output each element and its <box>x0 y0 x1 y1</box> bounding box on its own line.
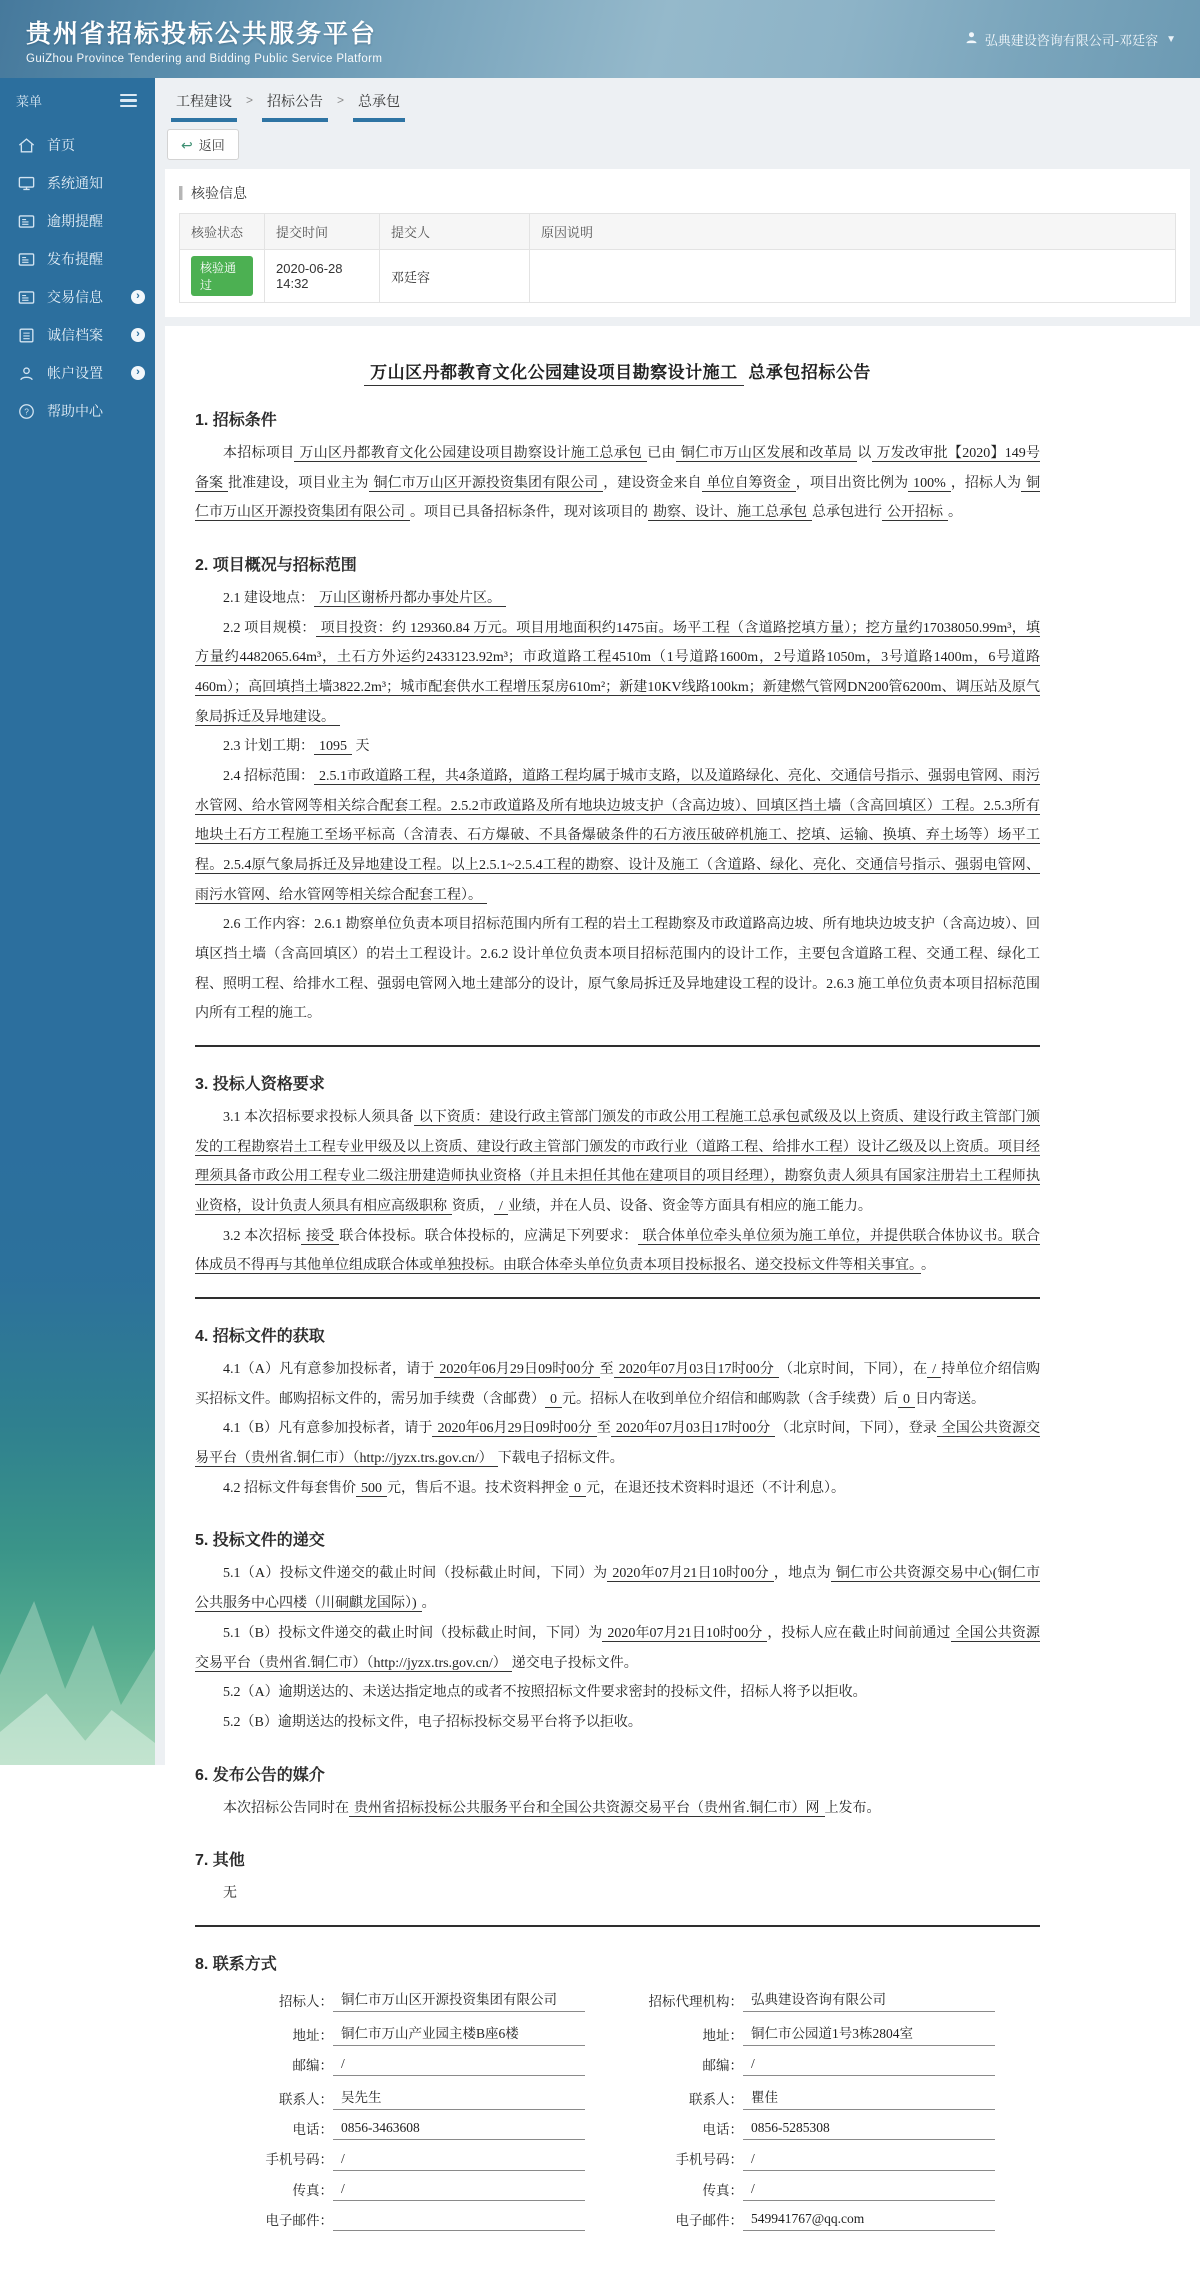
section-heading: 2. 项目概况与招标范围 <box>195 557 357 575</box>
fill-in-value: 2020年07月21日10时00分 <box>602 1626 767 1642</box>
sidebar-mountain-art <box>0 1145 155 1765</box>
doc-text: 日内寄送。 <box>915 1391 985 1407</box>
doc-title-project: 万山区丹都教育文化公园建设项目勘察设计施工 <box>364 363 744 386</box>
user-icon <box>964 30 979 48</box>
contact-row <box>631 2150 995 2170</box>
table-row <box>180 250 1176 303</box>
menu-label: 菜单 <box>16 94 43 109</box>
fill-in-value: / <box>494 1199 508 1215</box>
contact-row <box>221 2211 585 2231</box>
doc-paragraph <box>195 1619 1040 1678</box>
doc-paragraph <box>195 1474 1040 1504</box>
contact-value: 0856-3463608 <box>333 2120 585 2140</box>
section-heading: 4. 招标文件的获取 <box>195 1328 325 1346</box>
sidebar-item-trade-info[interactable] <box>0 278 155 316</box>
fill-in-value: 2020年07月03日17时00分 <box>614 1362 779 1378</box>
card-icon <box>17 250 36 269</box>
chevron-right-icon: › <box>131 328 145 342</box>
status-badge: 核验通过 <box>191 256 253 296</box>
doc-paragraph <box>195 1678 1040 1708</box>
app-subtitle: GuiZhou Province Tendering and Bidding Public Service Platform <box>26 52 383 65</box>
column-header-reason: 原因说明 <box>530 214 1176 250</box>
contact-row <box>221 2086 585 2110</box>
menu-header <box>0 78 155 120</box>
doc-paragraph <box>195 1355 1040 1414</box>
back-button[interactable] <box>167 129 239 160</box>
column-header-submitter: 提交人 <box>380 214 530 250</box>
doc-title <box>195 358 1040 383</box>
contact-value: / <box>743 2181 995 2201</box>
app-header <box>0 0 1200 78</box>
logo <box>26 14 382 65</box>
fill-in-value: 勘察、设计、施工总承包 <box>648 505 812 521</box>
contact-value: 瞿佳 <box>743 2086 995 2110</box>
doc-paragraph <box>195 1708 1040 1738</box>
doc-text: 。项目已具备招标条件，现对该项目的 <box>410 505 648 521</box>
section-heading: 3. 投标人资格要求 <box>195 1076 325 1094</box>
doc-text: 至 <box>596 1421 611 1437</box>
contact-value: 铜仁市公园道1号3栋2804室 <box>743 2022 995 2046</box>
breadcrumb <box>155 78 1200 122</box>
doc-text: 5.2（A）逾期送达的、未送达指定地点的或者不按照招标文件要求密封的投标文件，招标人将予以拒收。 <box>223 1685 867 1701</box>
section-divider <box>195 1045 1040 1047</box>
contact-row <box>221 1988 585 2012</box>
fill-in-value: 1095 <box>314 739 352 755</box>
doc-text: 4.1（A）凡有意参加投标者，请于 <box>223 1362 435 1378</box>
contact-value: / <box>743 2056 995 2076</box>
doc-paragraph <box>195 439 1040 528</box>
doc-text: 。 <box>948 505 962 521</box>
sidebar-item-label: 首页 <box>47 137 75 153</box>
section-divider <box>195 1925 1040 1927</box>
contact-row <box>631 2211 995 2231</box>
doc-text: 2.6 工作内容：2.6.1 勘察单位负责本项目招标范围内所有工程的岩土工程勘察及市政道路高边坡、所有地块边坡支护（含高边坡）、回填区挡土墙（含高回填区）的岩土工程设计。2.6.2 设计单位负责本项目招标范围内的设计工作，主要包含道路工程、交通工程、绿化工程、照明工程、给排水工程、强弱电管网入地土建部分的设计，原气象局拆迁及异地建设工程的设计。2.6.3 施工单位负责本项目招标范围内所有工程的施工。 <box>195 917 1040 1022</box>
contact-value: / <box>743 2151 995 2171</box>
doc-text: 3.1 本次招标要求投标人须具备 <box>223 1110 414 1126</box>
fill-in-value: 万山区谢桥丹都办事处片区。 <box>314 591 506 607</box>
fill-in-value: 100% <box>908 476 951 492</box>
fill-in-value: / <box>927 1362 941 1378</box>
section-heading: 5. 投标文件的递交 <box>195 1532 325 1550</box>
reason <box>530 250 1176 303</box>
contact-label: 电话： <box>292 2122 333 2138</box>
document <box>165 326 1200 2291</box>
fill-in-value: 铜仁市万山区发展和改革局 <box>676 446 857 462</box>
contact-label: 手机号码： <box>265 2152 333 2168</box>
title-bar-icon <box>179 186 183 200</box>
doc-title-suffix: 总承包招标公告 <box>743 363 871 382</box>
fill-in-value: 2020年06月29日09时00分 <box>432 1421 596 1437</box>
doc-paragraph <box>195 614 1040 733</box>
back-label: 返回 <box>198 138 225 153</box>
fill-in-value: 单位自筹资金 <box>702 476 796 492</box>
column-header-status: 核验状态 <box>180 214 265 250</box>
contact-column <box>631 1988 995 2231</box>
contact-label: 招标人： <box>279 1993 333 2009</box>
card-icon <box>17 288 36 307</box>
contact-row <box>221 2056 585 2076</box>
hamburger-icon[interactable] <box>118 92 139 110</box>
contact-value: 弘典建设咨询有限公司 <box>743 1988 995 2012</box>
list-icon <box>17 326 36 345</box>
document-body <box>195 358 1040 2231</box>
contact-label: 地址： <box>702 2027 743 2043</box>
section-divider <box>195 1297 1040 1299</box>
doc-text: ，项目出资比例为 <box>795 475 909 491</box>
breadcrumb-item[interactable]: 工程建设 <box>169 91 239 122</box>
submit-time: 2020-06-28 14:32 <box>265 250 380 303</box>
toolbar <box>155 122 1200 169</box>
sidebar-item-label: 帮助中心 <box>47 403 103 419</box>
contact-row <box>631 2181 995 2201</box>
verify-table <box>179 213 1176 303</box>
fill-in-value: 铜仁市公共资源交易中心(铜仁市公共服务中心四楼（川硐麒龙国际）) <box>195 1566 1040 1612</box>
contact-label: 传真： <box>292 2182 333 2198</box>
verify-card <box>165 169 1190 317</box>
doc-text: 已由 <box>647 446 676 461</box>
doc-text: （北京时间，下同），在 <box>778 1362 928 1378</box>
contact-row <box>631 2120 995 2140</box>
contact-row <box>221 2150 585 2170</box>
sidebar-nav <box>0 126 155 430</box>
contact-value <box>333 2212 585 2231</box>
contact-value: 549941767@qq.com <box>743 2211 995 2231</box>
doc-text: 5.2（B）逾期送达的投标文件，电子招标投标交易平台将予以拒收。 <box>223 1714 642 1730</box>
fill-in-value: 2020年07月21日10时00分 <box>607 1566 774 1582</box>
doc-text: 元，售后不退。技术资料押金 <box>387 1480 569 1496</box>
fill-in-value: 全国公共资源交易平台（贵州省.铜仁市）（http://jyzx.trs.gov.cn/） <box>195 1421 1041 1467</box>
doc-paragraph <box>195 1559 1040 1618</box>
doc-paragraph <box>195 762 1040 910</box>
fill-in-value: 铜仁市万山区开源投资集团有限公司 <box>195 475 1041 521</box>
breadcrumb-separator: > <box>337 93 345 107</box>
card-icon <box>17 212 36 231</box>
monitor-icon <box>17 174 36 193</box>
contact-row <box>221 2022 585 2046</box>
contact-row <box>221 2120 585 2140</box>
sidebar-item-credit-archive[interactable] <box>0 316 155 354</box>
contact-value: 0856-5285308 <box>743 2120 995 2140</box>
doc-text: 本次招标公告同时在 <box>223 1800 349 1816</box>
doc-text: 资质， <box>452 1199 494 1215</box>
fill-in-value: 2020年07月03日17时00分 <box>611 1421 775 1437</box>
sidebar-item-label: 交易信息 <box>47 289 103 305</box>
doc-paragraph <box>195 1879 1040 1909</box>
contact-label: 联系人： <box>279 2091 333 2107</box>
fill-in-value: 2020年06月29日09时00分 <box>434 1362 599 1378</box>
doc-text: ，招标人为 <box>950 475 1022 491</box>
fill-in-value: 贵州省招标投标公共服务平台和全国公共资源交易平台（贵州省.铜仁市）网 <box>349 1801 825 1817</box>
contact-label: 招标代理机构： <box>648 1993 743 2009</box>
doc-text: 5.1（B）投标文件递交的截止时间（投标截止时间，下同）为 <box>223 1625 603 1641</box>
contact-value: / <box>333 2056 585 2076</box>
contact-label: 电子邮件： <box>265 2212 333 2228</box>
contact-label: 邮编： <box>702 2057 743 2073</box>
sidebar <box>0 78 155 1765</box>
sidebar-item-help-center[interactable] <box>0 392 155 430</box>
section-heading: 8. 联系方式 <box>195 1955 277 1973</box>
sidebar-item-label: 发布提醒 <box>47 251 103 267</box>
contact-row <box>631 2086 995 2110</box>
doc-text: 联合体投标。联合体投标的，应满足下列要求： <box>339 1228 638 1244</box>
back-icon: ↩ <box>181 136 193 153</box>
fill-in-value: 0 <box>569 1481 586 1497</box>
doc-text: 本招标项目 <box>223 446 295 461</box>
doc-text: 下载电子招标文件。 <box>497 1451 624 1467</box>
contact-grid <box>221 1988 1040 2231</box>
contact-value: 铜仁市万山区开源投资集团有限公司 <box>333 1988 585 2012</box>
question-icon <box>17 402 36 421</box>
contact-value: / <box>333 2181 585 2201</box>
sidebar-item-overdue-reminder[interactable] <box>0 202 155 240</box>
fill-in-value: 万山区丹都教育文化公园建设项目勘察设计施工总承包 <box>294 446 647 462</box>
doc-text: 以 <box>857 446 872 461</box>
doc-text: 5.1（A）投标文件递交的截止时间（投标截止时间，下同）为 <box>223 1566 608 1582</box>
doc-text: （北京时间，下同），登录 <box>775 1421 937 1437</box>
fill-in-value: 全国公共资源交易平台（贵州省.铜仁市）（http://jyzx.trs.gov.cn/） <box>195 1625 1040 1671</box>
user-name: 弘典建设咨询有限公司-邓廷容 <box>984 32 1159 48</box>
sidebar-item-publish-reminder[interactable] <box>0 240 155 278</box>
body <box>0 78 1200 2228</box>
doc-text: 2.2 项目规模： <box>223 620 316 636</box>
fill-in-value: 0 <box>545 1392 562 1408</box>
submitter: 邓廷容 <box>380 250 530 303</box>
contact-column <box>221 1988 585 2231</box>
doc-text: 元，在退还技术资料时退还（不计利息）。 <box>586 1480 845 1496</box>
contact-label: 传真： <box>702 2182 743 2198</box>
fill-in-value: 0 <box>898 1392 915 1408</box>
sidebar-item-label: 逾期提醒 <box>47 213 103 229</box>
doc-text: 2.1 建设地点： <box>223 591 314 607</box>
fill-in-value: 项目投资：约 129360.84 万元。项目用地面积约1475亩。场平工程（含道路挖填方量）；挖方量约17038050.99m³，填方量约4482065.64m³，土石方外运约2433123.92m³；市政道路工程4510m（1号道路1600m，2号道路1050m，3号道路1400m，6号道路460m）；高回填挡土墙3822.2m³；城市配套供水工程增压泵房610m²；新建10KV线路100km；新建燃气管网DN200管6200m、调压站及原气象局拆迁及异地建设。 <box>195 620 1040 725</box>
contact-label: 地址： <box>292 2027 333 2043</box>
verify-title: 核验信息 <box>191 185 247 201</box>
chevron-right-icon: › <box>131 366 145 380</box>
contact-value: 吴先生 <box>333 2086 585 2110</box>
contact-row <box>631 1988 995 2012</box>
doc-text: ，投标人应在截止时间前通过 <box>767 1625 951 1641</box>
doc-text: 总承包进行 <box>812 505 882 521</box>
fill-in-value: 以下资质：建设行政主管部门颁发的市政公用工程施工总承包贰级及以上资质、建设行政主管部门颁发的工程勘察岩土工程专业甲级及以上资质、建设行政主管部门颁发的市政行业（道路工程、给排水工程）设计乙级及以上资质。项目经理须具备市政公用工程专业二级注册建造师执业资格（并且未担任其他在建项目的项目经理），勘察负责人须具有国家注册岩土工程师执业资格，设计负责人须具有相应高级职称 <box>195 1110 1040 1215</box>
fill-in-value: 500 <box>356 1481 387 1497</box>
doc-text: 3.2 本次招标 <box>223 1228 301 1244</box>
sidebar-item-system-notice[interactable] <box>0 164 155 202</box>
contact-label: 电话： <box>702 2122 743 2138</box>
doc-text: 元。招标人在收到单位介绍信和邮购款（含手续费）后 <box>562 1391 898 1407</box>
doc-text: 。 <box>421 1596 436 1612</box>
fill-in-value: 万发改审批【2020】149号 备案 <box>195 446 1041 491</box>
app-title: 贵州省招标投标公共服务平台 <box>26 19 378 48</box>
status-cell <box>180 250 265 303</box>
home-icon <box>17 136 36 155</box>
doc-text: ，建设资金来自 <box>603 475 702 491</box>
doc-paragraph <box>195 910 1040 1029</box>
fill-in-value: 接受 <box>301 1229 339 1245</box>
contact-label: 邮编： <box>292 2057 333 2073</box>
doc-text: 业绩，并在人员、设备、资金等方面具有相应的施工能力。 <box>507 1199 872 1215</box>
user-icon <box>17 364 36 383</box>
doc-paragraph <box>195 732 1040 762</box>
section-heading: 1. 招标条件 <box>195 412 277 429</box>
chevron-right-icon: › <box>131 290 145 304</box>
doc-text: 。 <box>921 1258 935 1274</box>
doc-text: 2.4 招标范围： <box>223 769 314 785</box>
fill-in-value: 公开招标 <box>882 505 948 521</box>
fill-in-value: 铜仁市万山区开源投资集团有限公司 <box>369 476 604 492</box>
contact-value: / <box>333 2151 585 2171</box>
breadcrumb-item[interactable]: 总承包 <box>351 91 407 122</box>
doc-text: 天 <box>352 739 370 755</box>
column-header-time: 提交时间 <box>265 214 380 250</box>
section-heading: 7. 其他 <box>195 1852 245 1870</box>
fill-in-value: 2.5.1市政道路工程，共4条道路，道路工程均属于城市支路，以及道路绿化、亮化、交通信号指示、强弱电管网、雨污水管网、给水管网等相关综合配套工程。2.5.2市政道路及所有地块边坡支护（含高边坡）、回填区挡土墙（含高回填区）工程。2.5.3所有地块土石方工程施工至场平标高（含清表、石方爆破、不具备爆破条件的石方液压破碎机施工、挖填、运输、换填、弃土场等）场平工程。2.5.4原气象局拆迁及异地建设工程。以上2.5.1~2.5.4工程的勘察、设计及施工（含道路、绿化、亮化、交通信号指示、强弱电管网、雨污水管网、给水管网等相关综合配套工程）。 <box>195 769 1040 903</box>
sidebar-item-label: 帐户设置 <box>47 365 103 381</box>
doc-text: 上发布。 <box>824 1800 881 1816</box>
doc-text: 4.1（B）凡有意参加投标者，请于 <box>223 1421 433 1437</box>
doc-paragraph <box>195 1222 1040 1281</box>
doc-text: 持单位介绍信购买招标文件。邮购招标文件的，需另加手续费（含邮费） <box>195 1362 1041 1407</box>
doc-text: 4.2 招标文件每套售价 <box>223 1480 356 1496</box>
fill-in-value: 联合体单位牵头单位须为施工单位，并提供联合体协议书。联合体成员不得再与其他单位组成联合体或单独投标。由联合体牵头单位负责本项目投标报名、递交投标文件等相关事宜。 <box>195 1228 1041 1274</box>
sidebar-item-account-settings[interactable] <box>0 354 155 392</box>
doc-paragraph <box>195 584 1040 614</box>
contact-row <box>221 2181 585 2201</box>
contact-row <box>631 2022 995 2046</box>
verify-title-row <box>179 179 1176 213</box>
sidebar-item-label: 系统通知 <box>47 175 103 191</box>
contact-label: 电子邮件： <box>675 2212 743 2228</box>
contact-value: 铜仁市万山产业园主楼B座6楼 <box>333 2022 585 2046</box>
doc-text: 递交电子投标文件。 <box>511 1655 638 1671</box>
doc-paragraph <box>195 1794 1040 1824</box>
user-menu[interactable] <box>964 30 1176 49</box>
breadcrumb-item[interactable]: 招标公告 <box>260 91 330 122</box>
section-heading: 6. 发布公告的媒介 <box>195 1766 325 1784</box>
breadcrumb-separator: > <box>246 93 254 107</box>
caret-down-icon: ▼ <box>1166 33 1176 45</box>
doc-text: 至 <box>599 1362 614 1378</box>
doc-paragraph <box>195 1414 1040 1473</box>
sidebar-item-home[interactable] <box>0 126 155 164</box>
contact-label: 联系人： <box>689 2091 743 2107</box>
doc-text: 无 <box>223 1886 237 1902</box>
doc-text: 批准建设，项目业主为 <box>228 475 369 491</box>
doc-text: ，地点为 <box>773 1566 831 1582</box>
doc-paragraph <box>195 1103 1040 1222</box>
svg-text:?: ? <box>24 406 29 417</box>
sidebar-item-label: 诚信档案 <box>47 327 103 343</box>
doc-text: 2.3 计划工期： <box>223 739 314 755</box>
contact-label: 手机号码： <box>675 2152 743 2168</box>
main-content <box>155 78 1200 2228</box>
contact-row <box>631 2056 995 2076</box>
